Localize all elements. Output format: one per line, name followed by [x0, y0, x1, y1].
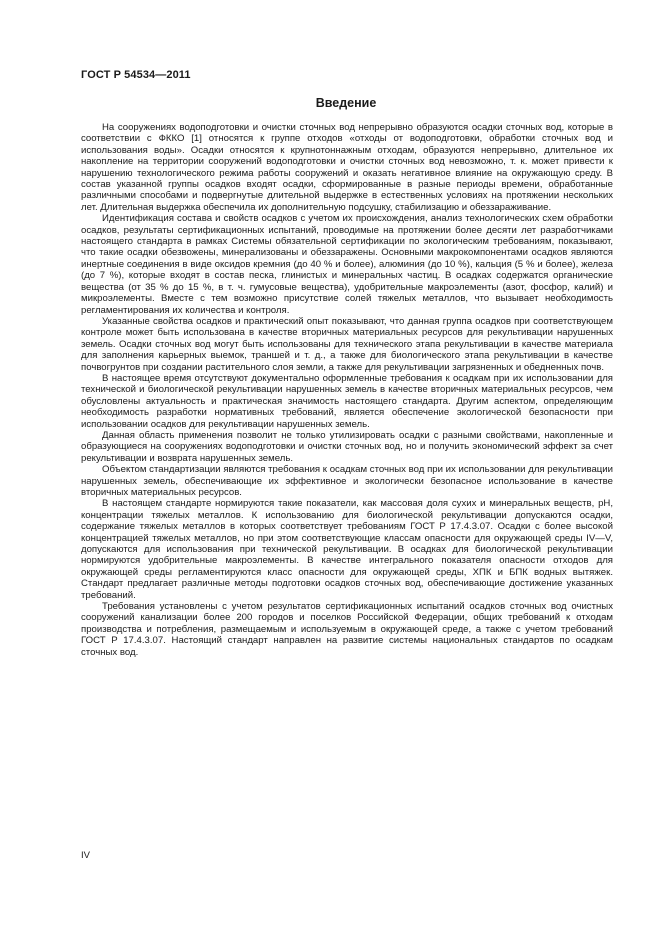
paragraph: Указанные свойства осадков и практический опыт показывают, что данная группа осадков при соответствующем контроле может быть использована в качестве вторичных материальных ресурсов для рекультивации нарушенных земель. Осадки сточных вод могут быть использованы для технического этапа рекультивации в качестве материала для заполнения карьерных выемок, траншей и т. д., а также для биологического этапа рекультивации в качестве почвогрунтов при создании растительного слоя земли, а также для рекультивации загрязненных и обедненных почв.	[81, 315, 613, 373]
paragraph: Идентификация состава и свойств осадков с учетом их происхождения, анализ технологических схем обработки осадков, результаты сертификационных испытаний, проводимые на протяжении более десяти лет разработчиками настоящего стандарта в рамках Системы обязательной сертификации по экологическим требованиям, показывают, что такие осадки обезвожены, минерализованы и обеззаражены. Основными макрокомпонентами осадков являются инертные соединения в виде оксидов кремния (до 40 % и более), алюминия (до 10 %), кальция (5 % и более), железа (до 7 %), которые входят в состав песка, глинистых и минеральных частиц. В осадках содержатся органические вещества (от 35 % до 15 %, в т. ч. гумусовые вещества), удобрительные макроэлементы (азот, фосфор, калий) и микроэлементы. Вместе с тем возможно присутствие солей тяжелых металлов, что вызывает необходимость регламентирования их количества и контроля.	[81, 213, 613, 316]
paragraph: Требования установлены с учетом результатов сертификационных испытаний осадков сточных вод очистных сооружений канализации более 200 городов и поселков Российской Федерации, общих требований к отходам производства и потребления, размещаемым и используемым в окружающей среде, а также с учетом требований ГОСТ Р 17.4.3.07. Настоящий стандарт направлен на развитие системы национальных стандартов по осадкам сточных вод.	[81, 601, 613, 658]
section-body	[81, 122, 613, 658]
document-code-header: ГОСТ Р 54534—2011	[81, 69, 191, 81]
paragraph: Объектом стандартизации являются требования к осадкам сточных вод при их использовании для рекультивации нарушенных земель, обеспечивающие их эффективное и экологически безопасное использование в качестве вторичных материальных ресурсов.	[81, 464, 613, 498]
paragraph: Данная область применения позволит не только утилизировать осадки с разными свойствами, накопленные и образующиеся на сооружениях водоподготовки и очистки сточных вод, но и получить экономический эффект за счет рекультивации и возврата нарушенных земель.	[81, 429, 613, 464]
section-title: Введение	[315, 96, 377, 110]
paragraph: На сооружениях водоподготовки и очистки сточных вод непрерывно образуются осадки сточных вод, которые в соответствии с ФККО [1] относятся к группе отходов «отходы от водоподготовки, обработки сточных вод и использования воды». Осадки относятся к крупнотоннажным отходам, образуются непрерывно, длительное их накопление на территории сооружений водоподготовки и очистки сточных вод невозможно, т. к. может привести к нарушению технологического режима работы сооружений и оказать негативное влияние на окружающую среду. В состав указанной группы осадков входят осадки, сформированные в разные периоды времени, обработанные различными способами и подвергнутые длительной выдержке в естественных условиях на протяжении нескольких лет. Длительная выдержка обеспечила их дополнительную подсушку, стабилизацию и обеззараживание.	[81, 122, 613, 213]
paragraph: В настоящее время отсутствуют документально оформленные требования к осадкам при их использовании для технической и биологической рекультивации нарушенных земель в качестве вторичных материальных ресурсов, чем обусловлены актуальность и практическая значимость настоящего стандарта. Другим аспектом, определяющим необходимость разработки нормативных требований, является обеспечение экологической безопасности при использовании осадков для рекультивации нарушенных земель.	[81, 372, 613, 430]
page-number: IV	[81, 850, 90, 861]
paragraph: В настоящем стандарте нормируются такие показатели, как массовая доля сухих и минеральных веществ, pH, концентрации тяжелых металлов. К использованию для биологической рекультивации допускаются осадки, содержание тяжелых металлов в которых соответствует требованиям ГОСТ Р 17.4.3.07. Осадки с более высокой концентрацией тяжелых металлов, но при этом соответствующие классам опасности для окружающей среды IV—V, допускаются для использования при технической рекультивации. В осадках для биологической рекультивации нормируются удобрительные макроэлементы. В качестве интегрального показателя опасности отходов для окружающей среды регламентируются класс опасности для окружающей среды, ХПК и БПК водных вытяжек. Стандарт предлагает различные методы подготовки осадков сточных вод, обеспечивающие достижение указанных требований.	[81, 498, 613, 601]
